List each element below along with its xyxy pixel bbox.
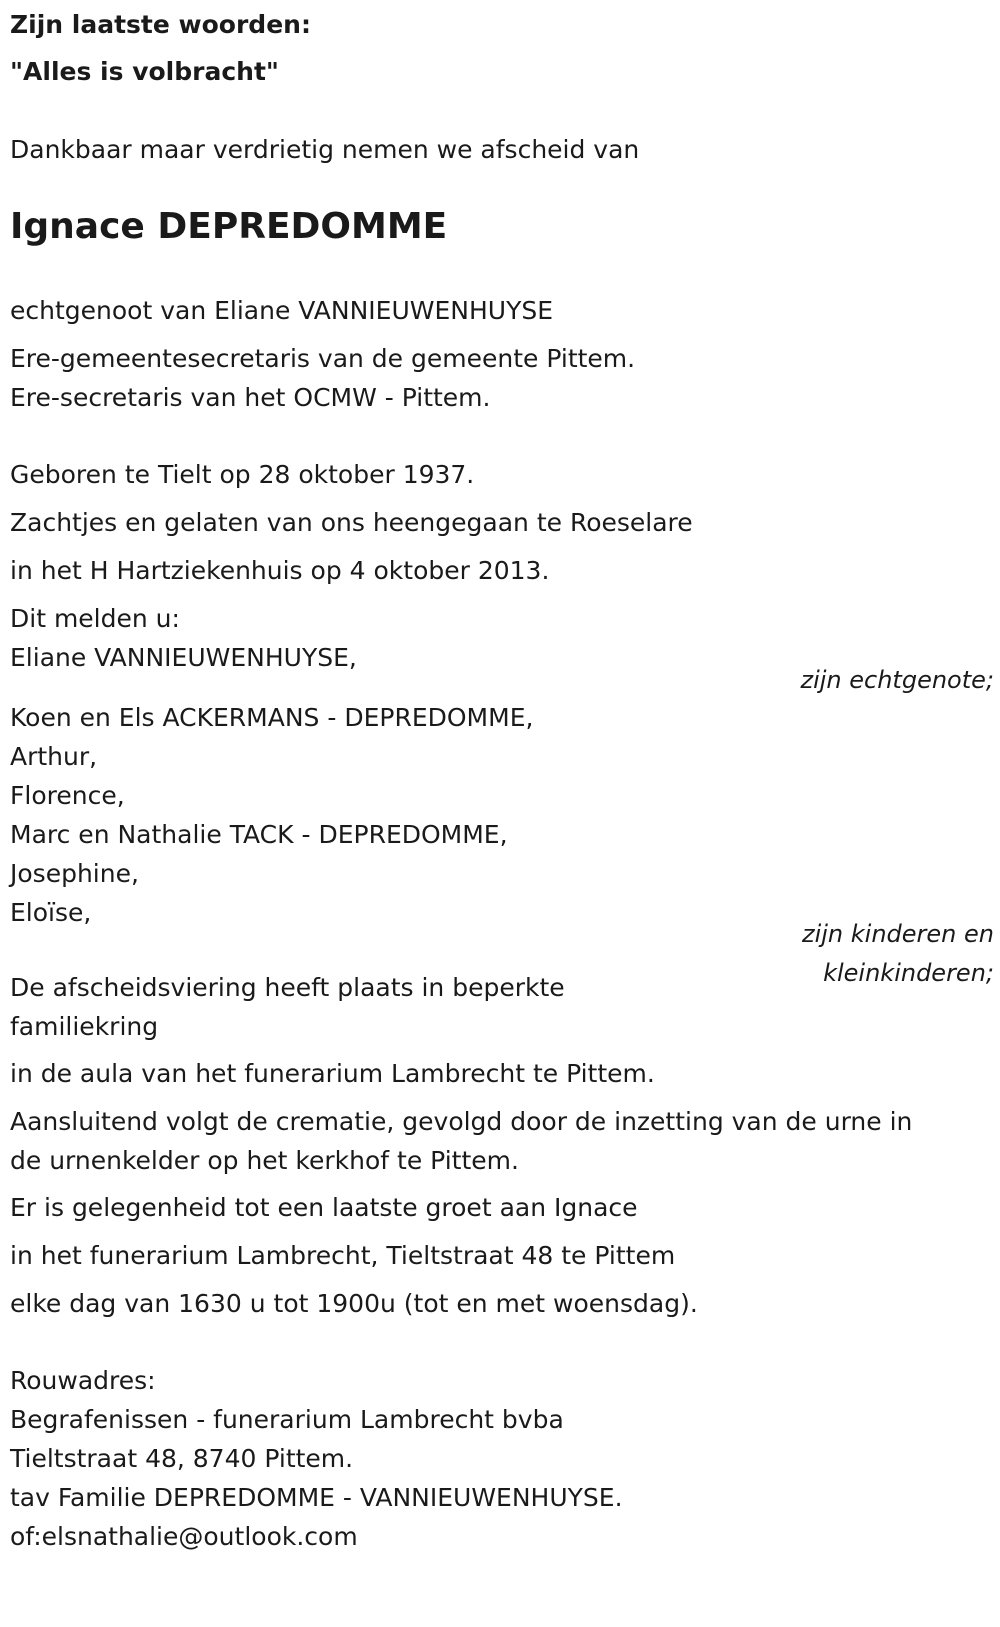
family-role: kleinkinderen;	[823, 959, 994, 987]
family-role: zijn kinderen en	[802, 920, 994, 948]
family-member: Marc en Nathalie TACK - DEPREDOMME,	[10, 820, 508, 849]
last-words-label: Zijn laatste woorden:	[10, 10, 311, 39]
family-member: Eloïse,	[10, 898, 92, 927]
family-member: Koen en Els ACKERMANS - DEPREDOMME,	[10, 703, 534, 732]
email-link[interactable]: of:elsnathalie@outlook.com	[10, 1522, 358, 1551]
family-member: Arthur,	[10, 742, 98, 771]
address-line: Begrafenissen - funerarium Lambrecht bvba	[10, 1405, 564, 1434]
intro-text: Dankbaar maar verdrietig nemen we afscheid van	[10, 135, 640, 164]
mourning-address-label: Rouwadres:	[10, 1366, 156, 1395]
ceremony-line: elke dag van 1630 u tot 1900u (tot en met woensdag).	[10, 1289, 698, 1318]
ceremony-line: de urnenkelder op het kerkhof te Pittem.	[10, 1146, 519, 1175]
spouse-line: echtgenoot van Eliane VANNIEUWENHUYSE	[10, 296, 554, 325]
title-line: Ere-gemeentesecretaris van de gemeente Pittem.	[10, 344, 636, 373]
ceremony-line: Er is gelegenheid tot een laatste groet aan Ignace	[10, 1193, 638, 1222]
address-line: tav Familie DEPREDOMME - VANNIEUWENHUYSE.	[10, 1483, 623, 1512]
ceremony-line: in het funerarium Lambrecht, Tieltstraat 48 te Pittem	[10, 1241, 676, 1270]
ceremony-line: De afscheidsviering heeft plaats in beperkte	[10, 973, 565, 1002]
birth-line: Geboren te Tielt op 28 oktober 1937.	[10, 460, 475, 489]
address-line: Tieltstraat 48, 8740 Pittem.	[10, 1444, 354, 1473]
deceased-name: Ignace DEPREDOMME	[10, 206, 448, 247]
spouse-role: zijn echtgenote;	[800, 666, 994, 694]
ceremony-line: familiekring	[10, 1012, 159, 1041]
announcer-spouse: Eliane VANNIEUWENHUYSE,	[10, 643, 357, 672]
ceremony-line: in de aula van het funerarium Lambrecht te Pittem.	[10, 1059, 655, 1088]
announcers-intro: Dit melden u:	[10, 604, 180, 633]
passing-line: in het H Hartziekenhuis op 4 oktober 2013.	[10, 556, 550, 585]
title-line: Ere-secretaris van het OCMW - Pittem.	[10, 383, 491, 412]
last-words-quote: "Alles is volbracht"	[10, 57, 279, 86]
ceremony-line: Aansluitend volgt de crematie, gevolgd door de inzetting van de urne in	[10, 1107, 913, 1136]
family-member: Josephine,	[10, 859, 139, 888]
passing-line: Zachtjes en gelaten van ons heengegaan te Roeselare	[10, 508, 693, 537]
family-member: Florence,	[10, 781, 125, 810]
